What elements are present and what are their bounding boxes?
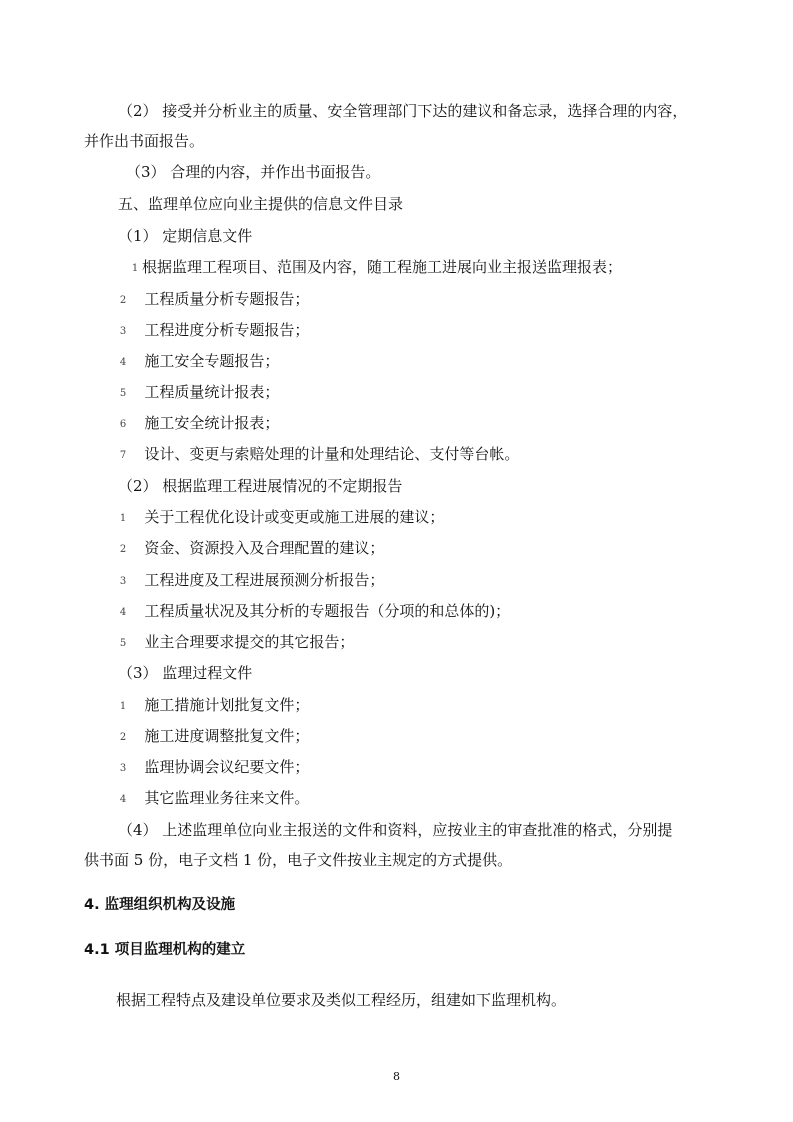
section-five-heading: 五、监理单位应向业主提供的信息文件目录 bbox=[118, 195, 404, 213]
item-number: 3 bbox=[119, 763, 127, 774]
item-text: 施工进度调整批复文件； bbox=[144, 727, 310, 745]
item-number: 4 bbox=[119, 357, 127, 368]
group-2-heading: （2） 根据监理工程进展情况的不定期报告 bbox=[118, 477, 403, 495]
item-number: 3 bbox=[119, 576, 127, 587]
list-item bbox=[116, 788, 776, 810]
item-text: 其它监理业务往来文件。 bbox=[144, 789, 310, 807]
item-number: 1 bbox=[119, 701, 127, 712]
item-number: 1 bbox=[131, 263, 139, 274]
item-text: 关于工程优化设计或变更或施工进展的建议； bbox=[144, 508, 445, 526]
item-text: 设计、变更与索赔处理的计量和处理结论、支付等台帐。 bbox=[144, 445, 520, 463]
item-number: 4 bbox=[119, 607, 127, 618]
item-text: 资金、资源投入及合理配置的建议； bbox=[144, 539, 385, 557]
group-1-heading: （1） 定期信息文件 bbox=[118, 227, 253, 245]
item-text: 监理协调会议纪要文件； bbox=[144, 758, 310, 776]
group-3-heading: （3） 监理过程文件 bbox=[118, 664, 253, 682]
list-item bbox=[116, 507, 776, 529]
list-item bbox=[116, 382, 776, 404]
item-number: 5 bbox=[119, 388, 127, 399]
item-number: 1 bbox=[119, 513, 127, 524]
item-text: 施工安全统计报表； bbox=[144, 414, 280, 432]
item-text: 工程进度及工程进展预测分析报告； bbox=[144, 571, 385, 589]
item-number: 7 bbox=[119, 450, 127, 461]
item-number: 2 bbox=[119, 544, 127, 555]
item-text: 工程进度分析专题报告； bbox=[144, 321, 310, 339]
list-item bbox=[116, 538, 776, 560]
list-item bbox=[116, 413, 776, 435]
list-item bbox=[128, 257, 788, 279]
list-item bbox=[116, 601, 776, 623]
paragraph-4-line-1: （4） 上述监理单位向业主报送的文件和资料，应按业主的审查批准的格式，分别提 bbox=[118, 821, 673, 839]
item-number: 4 bbox=[119, 794, 127, 805]
item-number: 2 bbox=[119, 732, 127, 743]
item-number: 6 bbox=[119, 419, 127, 430]
item-text: 业主合理要求提交的其它报告； bbox=[144, 633, 355, 651]
paragraph-2-line-2: 并作出书面报告。 bbox=[84, 132, 205, 150]
section-heading: 4. 监理组织机构及设施 bbox=[84, 897, 236, 913]
page-number: 8 bbox=[393, 1070, 400, 1083]
item-text: 施工安全专题报告； bbox=[144, 352, 280, 370]
list-item bbox=[116, 726, 776, 748]
item-number: 5 bbox=[119, 638, 127, 649]
item-text: 根据监理工程项目、范围及内容，随工程施工进展向业主报送监理报表； bbox=[142, 258, 623, 276]
item-number: 3 bbox=[119, 326, 127, 337]
item-text: 工程质量统计报表； bbox=[144, 383, 280, 401]
list-item bbox=[116, 757, 776, 779]
paragraph-4-line-2: 供书面 5 份，电子文档 1 份，电子文件按业主规定的方式提供。 bbox=[84, 851, 513, 869]
closing-paragraph: 根据工程特点及建设单位要求及类似工程经历，组建如下监理机构。 bbox=[116, 991, 567, 1009]
list-item bbox=[116, 695, 776, 717]
list-item bbox=[116, 444, 776, 466]
list-item bbox=[116, 351, 776, 373]
list-item bbox=[116, 320, 776, 342]
subsection-heading: 4.1 项目监理机构的建立 bbox=[84, 942, 246, 958]
list-item bbox=[116, 570, 776, 592]
paragraph-2-line-1: （2） 接受并分析业主的质量、安全管理部门下达的建议和备忘录，选择合理的内容， bbox=[118, 102, 688, 120]
list-item bbox=[116, 632, 776, 654]
item-text: 工程质量分析专题报告； bbox=[144, 290, 310, 308]
list-item bbox=[116, 289, 776, 311]
item-text: 施工措施计划批复文件； bbox=[144, 696, 310, 714]
paragraph-3: （3） 合理的内容，并作出书面报告。 bbox=[126, 163, 381, 181]
item-text: 工程质量状况及其分析的专题报告（分项的和总体的)； bbox=[144, 602, 511, 620]
item-number: 2 bbox=[119, 295, 127, 306]
